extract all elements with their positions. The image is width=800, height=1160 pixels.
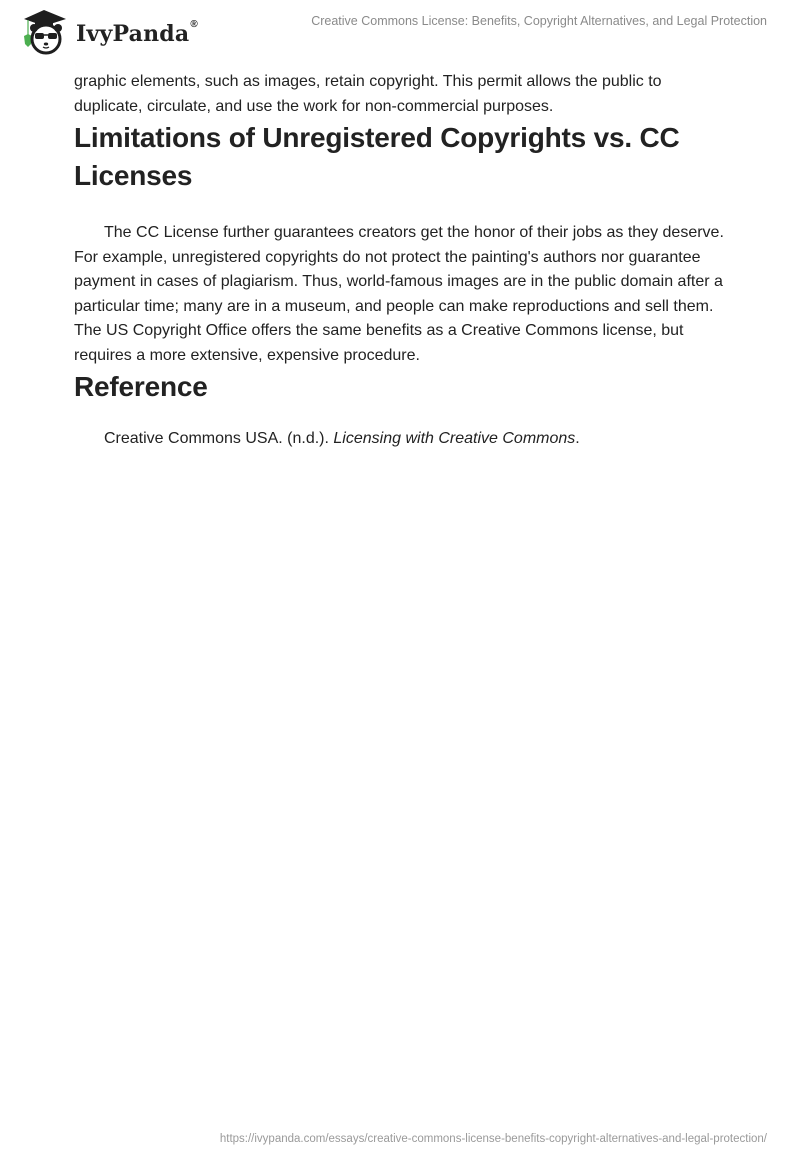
panda-graduate-icon: [16, 6, 72, 56]
essay-content: [74, 70, 734, 451]
reference-end: .: [575, 430, 580, 447]
registered-mark: ®: [190, 19, 198, 30]
reference-title: Licensing with Creative Commons: [333, 430, 576, 447]
section-heading-reference: Reference: [74, 371, 208, 402]
logo-wordmark: IvyPanda®: [76, 19, 198, 47]
section-paragraph-limitations: The CC License further guarantees creators get the honor of their jobs as they deserve. For example, unregistered copyrights do not protect the painting's authors nor guarantee payment in cases of plagiarism. Thus, world-famous images are in the public domain after a particular time; many are in a museum, and people can make reproductions and sell them. The US Copyright Office offers the same benefits as a Creative Commons license, but requires a more extensive, expensive procedure.: [74, 224, 724, 364]
ivypanda-logo[interactable]: [16, 6, 198, 56]
document-title: Creative Commons License: Benefits, Copyright Alternatives, and Legal Protection: [311, 14, 767, 28]
section-heading-limitations: Limitations of Unregistered Copyrights vs. CC Licenses: [74, 122, 680, 191]
page-header: [0, 0, 800, 60]
footer-url[interactable]: https://ivypanda.com/essays/creative-commons-license-benefits-copyright-alternatives-and-legal-protection/: [219, 1133, 767, 1145]
intro-paragraph: graphic elements, such as images, retain copyright. This permit allows the public to duplicate, circulate, and use the work for non-commercial purposes.: [74, 73, 662, 115]
reference-entry: [74, 427, 734, 451]
reference-author-date: Creative Commons USA. (n.d.).: [104, 430, 334, 447]
